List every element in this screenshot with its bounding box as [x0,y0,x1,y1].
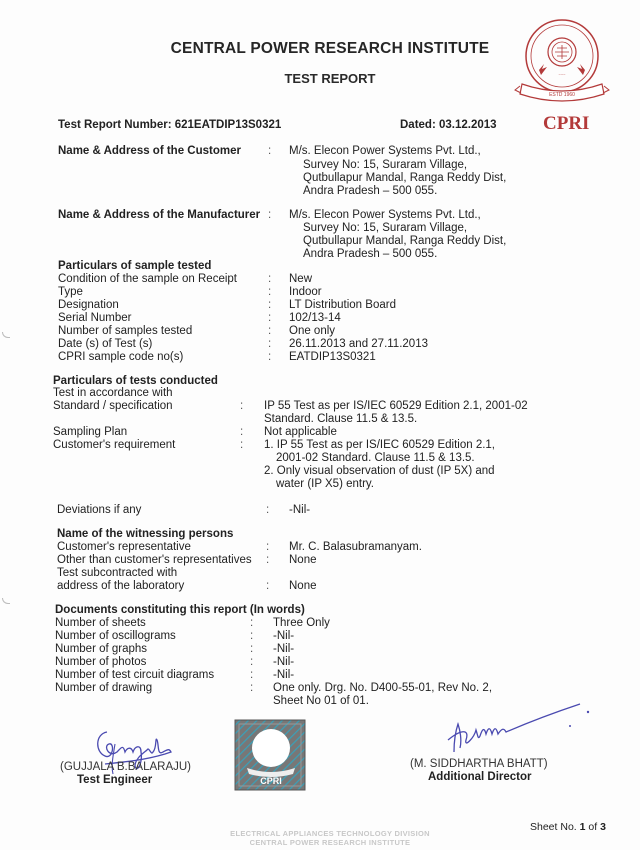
document-row-value: -Nil- [273,669,295,681]
director-name: (M. SIDDHARTHA BHATT) [410,758,548,770]
document-row-value: One only. Drg. No. D400-55-01, Rev No. 2, [273,682,493,694]
document-row-value: Sheet No 01 of 01. [273,695,369,707]
colon: : [250,656,254,668]
requirement-label: Customer's requirement [53,439,176,451]
division-line: ELECTRICAL APPLIANCES TECHNOLOGY DIVISION [230,829,430,838]
cpri-seal-icon [512,14,612,114]
engineer-name: (GUJJALA B.BALARAJU) [60,761,192,773]
sampling-plan-label: Sampling Plan [53,426,128,438]
document-row-value: -Nil- [273,643,295,655]
colon: : [250,630,254,642]
requirement-line: water (IP X5) entry. [276,478,374,490]
colon: : [266,554,270,566]
document-row-label: Number of photos [55,656,147,668]
sample-row-label: Designation [58,299,119,311]
manufacturer-address-line: M/s. Elecon Power Systems Pvt. Ltd., [289,209,481,221]
division-footer [200,829,460,847]
document-row-label: Number of oscillograms [55,630,176,642]
colon: : [266,541,270,553]
manufacturer-label: Name & Address of the Manufacturer [58,209,261,221]
sample-row-label: Date (s) of Test (s) [58,338,153,350]
sample-row-value: 102/13-14 [289,312,341,324]
standard-value: Standard. Clause 11.5 & 13.5. [264,413,418,425]
colon: : [250,669,254,681]
requirement-line: 1. IP 55 Test as per IS/IEC 60529 Edition 2.1, [264,439,495,451]
cpri-logo-text: CPRI [543,113,590,134]
customer-address-line: Qutbullapur Mandal, Ranga Reddy Dist, [303,172,507,184]
colon: : [268,312,272,324]
colon: : [268,145,272,157]
colon: : [250,617,254,629]
report-number: Test Report Number: 621EATDIP13S0321 [58,119,282,131]
sheet-current: 1 [579,821,586,833]
colon: : [268,209,272,221]
sample-row-value: 26.11.2013 and 27.11.2013 [289,338,428,350]
tests-heading: Particulars of tests conducted [53,375,218,387]
deviations-value: -Nil- [289,504,311,516]
director-title: Additional Director [428,771,532,783]
document-row-label: Number of sheets [55,617,146,629]
standard-label: Test in accordance with [53,387,173,399]
sample-row-label: Number of samples tested [58,325,193,337]
logo-band-text: ESTD 1960 [549,92,575,98]
witness-row-value: Mr. C. Balasubramanyam. [289,541,422,553]
manufacturer-address-line: Qutbullapur Mandal, Ranga Reddy Dist, [303,235,507,247]
sheet-total: 3 [600,821,606,833]
sample-row-value: LT Distribution Board [289,299,396,311]
sample-row-value: New [289,273,313,285]
colon: : [250,682,254,694]
document-row-value: Three Only [273,617,330,629]
institute-title: CENTRAL POWER RESEARCH INSTITUTE [170,40,490,57]
colon: : [268,299,272,311]
sampling-plan-value: Not applicable [264,426,337,438]
requirement-line: 2001-02 Standard. Clause 11.5 & 13.5. [276,452,475,464]
colon: : [268,325,272,337]
colon: : [240,426,244,438]
colon: : [268,286,272,298]
sample-row-label: Serial Number [58,312,132,324]
customer-address-line: Andra Pradesh – 500 055. [303,185,438,197]
requirement-line: 2. Only visual observation of dust (IP 5X) and [264,465,495,477]
customer-address-line: M/s. Elecon Power Systems Pvt. Ltd., [289,145,481,157]
deviations-label: Deviations if any [57,504,142,516]
scan-mark [2,332,10,338]
hologram-text: CPRI [260,776,282,786]
svg-text:~~~: ~~~ [558,72,566,77]
colon: : [268,273,272,285]
manufacturer-address-line: Survey No: 15, Suraram Village, [303,222,468,234]
document-row-value: -Nil- [273,656,295,668]
sample-row-value: EATDIP13S0321 [289,351,376,363]
document-row-label: Number of graphs [55,643,148,655]
scan-mark [2,598,10,604]
colon: : [266,504,270,516]
sample-row-label: Type [58,286,83,298]
customer-address-line: Survey No: 15, Suraram Village, [303,159,468,171]
report-date: Dated: 03.12.2013 [400,119,497,131]
sample-heading: Particulars of sample tested [58,260,212,272]
document-title: TEST REPORT [284,71,376,86]
colon: : [268,351,272,363]
subcontract-label: Test subcontracted with [57,567,178,579]
engineer-title: Test Engineer [77,774,153,786]
subcontract-label: address of the laboratory [57,580,185,592]
document-row-label: Number of drawing [55,682,153,694]
cpri-hologram-icon [233,718,307,792]
witness-row-label: Other than customer's representatives [57,554,252,566]
document-row-value: -Nil- [273,630,295,642]
customer-label: Name & Address of the Customer [58,145,241,157]
witness-row-value: None [289,554,317,566]
sheet-mid: of [585,821,601,833]
colon: : [240,400,244,412]
manufacturer-address-line: Andra Pradesh – 500 055. [303,248,438,260]
witness-heading: Name of the witnessing persons [57,528,234,540]
sample-row-label: Condition of the sample on Receipt [58,273,237,285]
sample-row-value: One only [289,325,336,337]
sample-row-label: CPRI sample code no(s) [58,351,184,363]
colon: : [240,439,244,451]
document-row-label: Number of test circuit diagrams [55,669,215,681]
standard-value: IP 55 Test as per IS/IEC 60529 Edition 2.1, 2001-02 [264,400,528,412]
colon: : [268,338,272,350]
sample-row-value: Indoor [289,286,322,298]
standard-label: Standard / specification [53,400,173,412]
documents-heading: Documents constituting this report (In words) [55,604,305,616]
witness-row-label: Customer's representative [57,541,191,553]
subcontract-value: None [289,580,317,592]
division-line: CENTRAL POWER RESEARCH INSTITUTE [249,838,411,847]
sheet-number [530,821,606,833]
colon: : [266,580,270,592]
director-signature-icon [440,700,610,760]
sheet-prefix: Sheet No. [530,821,580,833]
colon: : [250,643,254,655]
